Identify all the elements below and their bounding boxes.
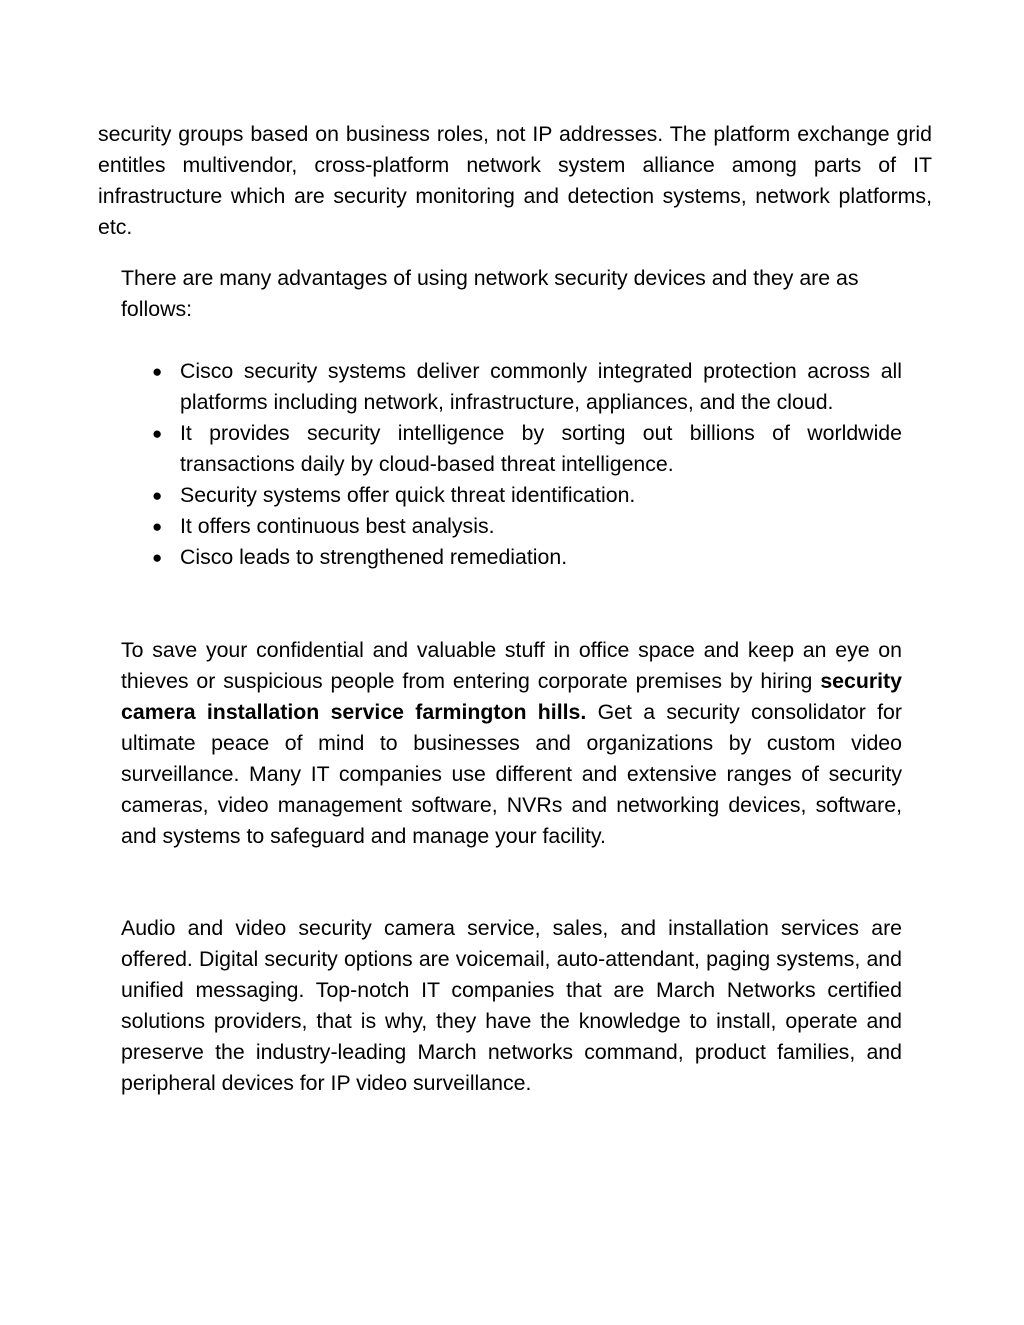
- bullet-icon: ●: [152, 486, 163, 505]
- list-item-text: Cisco security systems deliver commonly integrated protection across all platforms including network, infrastructure, appliances, and the cloud.: [180, 359, 902, 414]
- paragraph-camera-installation: [121, 635, 902, 852]
- list-item: [121, 542, 902, 573]
- list-item: [121, 418, 902, 480]
- paragraph-text: Get a security consolidator for ultimate peace of mind to businesses and organizations by custom video surveillance. Many IT companies use different and extensive ranges of security cameras, video management software, NVRs and networking devices, software, and systems to safeguard and manage your facility.: [121, 700, 902, 848]
- bold-keyword-link: security camera installation service farmington hills.: [121, 669, 902, 724]
- list-item: [121, 480, 902, 511]
- paragraph-security-groups: security groups based on business roles, not IP addresses. The platform exchange grid entitles multivendor, cross-platform network system alliance among parts of IT infrastructure which are security monitoring and detection systems, network platforms, etc.: [98, 122, 932, 239]
- bullet-icon: ●: [152, 424, 163, 443]
- list-item-text: It provides security intelligence by sorting out billions of worldwide transactions daily by cloud-based threat intelligence.: [180, 421, 902, 476]
- bullet-icon: ●: [152, 517, 163, 536]
- paragraph-advantages-intro: There are many advantages of using network security devices and they are as follows:: [121, 266, 859, 321]
- list-item-text: Security systems offer quick threat identification.: [180, 483, 636, 507]
- list-item-text: Cisco leads to strengthened remediation.: [180, 545, 568, 569]
- advantages-list: [121, 356, 902, 573]
- bullet-icon: ●: [152, 548, 163, 567]
- paragraph-audio-video-services: Audio and video security camera service, sales, and installation services are offered. Digital security options are voicemail, auto-attendant, paging systems, and unified messaging. Top-notch IT companies that are March Networks certified solutions providers, that is why, they have the knowledge to install, operate and preserve the industry-leading March networks command, product families, and peripheral devices for IP video surveillance.: [121, 916, 902, 1095]
- bullet-icon: ●: [152, 362, 163, 381]
- list-item-text: It offers continuous best analysis.: [180, 514, 495, 538]
- list-item: [121, 356, 902, 418]
- list-item: [121, 511, 902, 542]
- paragraph-text: To save your confidential and valuable stuff in office space and keep an eye on thieves or suspicious people from entering corporate premises by hiring: [121, 638, 902, 693]
